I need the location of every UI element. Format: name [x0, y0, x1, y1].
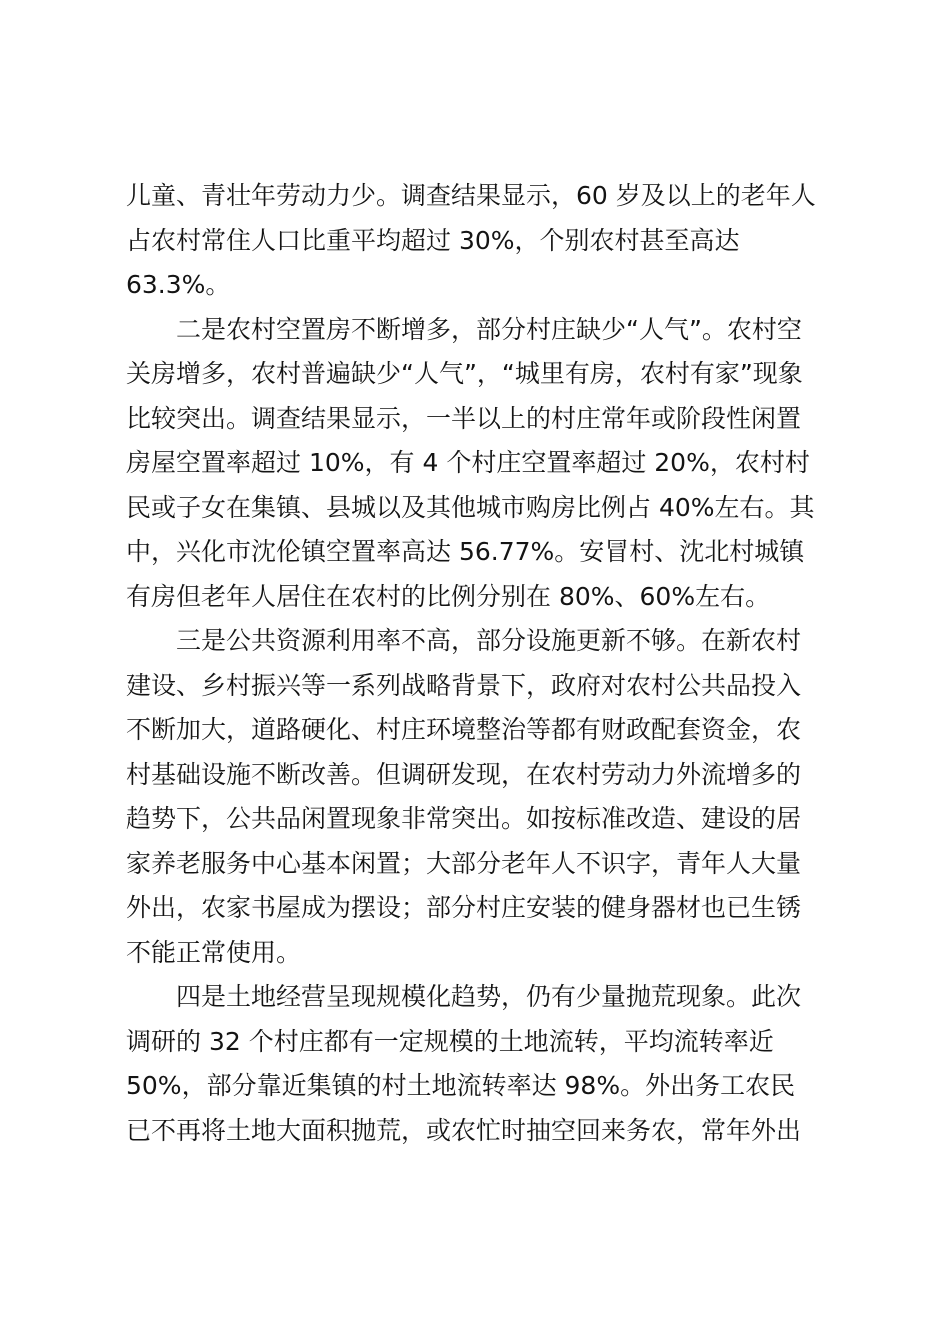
text-line: 儿童、青壮年劳动力少。调查结果显示，60 岁及以上的老年人: [126, 181, 816, 210]
text-line: 趋势下，公共品闲置现象非常突出。如按标准改造、建设的居: [126, 804, 802, 833]
text-line: 占农村常住人口比重平均超过 30%，个别农村甚至高达: [126, 225, 740, 255]
text-line: 中，兴化市沈伦镇空置率高达 56.77%。安冒村、沈北村城镇: [126, 537, 805, 566]
text-line: 外出，农家书屋成为摆设；部分村庄安装的健身器材也已生锈: [126, 893, 802, 922]
text-line: 调研的 32 个村庄都有一定规模的土地流转，平均流转率近: [126, 1026, 774, 1056]
text-line: 民或子女在集镇、县城以及其他城市购房比例占 40%左右。其: [126, 492, 815, 522]
text-line: 建设、乡村振兴等一系列战略背景下，政府对农村公共品投入: [126, 670, 802, 700]
text-line: 三是公共资源利用率不高，部分设施更新不够。在新农村: [176, 626, 802, 655]
text-line: 50%，部分靠近集镇的村土地流转率达 98%。外出务工农民: [126, 1071, 796, 1100]
text-line: 二是农村空置房不断增多，部分村庄缺少“人气”。农村空: [176, 314, 802, 344]
document-body: [126, 174, 831, 1153]
text-line: 不能正常使用。: [126, 937, 302, 967]
text-line: 关房增多，农村普遍缺少“人气”，“城里有房，农村有家”现象: [126, 359, 803, 388]
text-line: 已不再将土地大面积抛荒，或农忙时抽空回来务农，常年外出: [126, 1115, 802, 1145]
text-line: 房屋空置率超过 10%，有 4 个村庄空置率超过 20%，农村村: [126, 448, 810, 477]
text-line: 63.3%。: [126, 270, 231, 299]
paragraph-aging-population: [126, 174, 831, 308]
paragraph-land-management: [126, 975, 831, 1153]
paragraph-public-resources: [126, 619, 831, 975]
paragraph-vacant-housing: [126, 308, 831, 620]
text-line: 家养老服务中心基本闲置；大部分老年人不识字，青年人大量: [126, 848, 802, 878]
text-line: 四是土地经营呈现规模化趋势，仍有少量抛荒现象。此次: [176, 982, 802, 1011]
text-line: 比较突出。调查结果显示，一半以上的村庄常年或阶段性闲置: [126, 403, 802, 433]
text-line: 不断加大，道路硬化、村庄环境整治等都有财政配套资金，农: [126, 715, 802, 744]
text-line: 村基础设施不断改善。但调研发现，在农村劳动力外流增多的: [126, 759, 802, 789]
text-line: 有房但老年人居住在农村的比例分别在 80%、60%左右。: [126, 581, 771, 611]
